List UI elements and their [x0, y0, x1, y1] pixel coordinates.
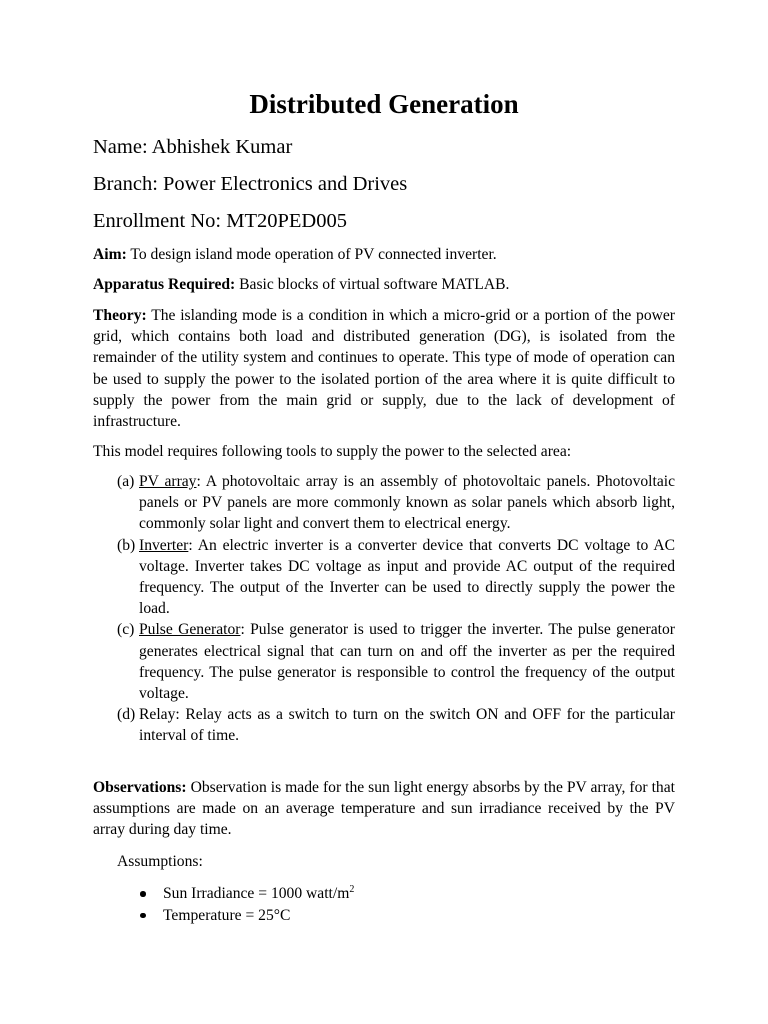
observations-text: Observation is made for the sun light energy absorbs by the PV array, for that assumptions are made on an average temperature and sun irradiance received by the PV array during day time.	[93, 779, 675, 839]
list-item	[117, 535, 675, 620]
tool-description: : An electric inverter is a converter device that converts DC voltage to AC voltage. Inverter takes DC voltage as input and provide AC output of the required frequency. The output of the Inverter can be used to directly supply the power the load.	[139, 536, 675, 618]
apparatus-text: Basic blocks of virtual software MATLAB.	[239, 276, 510, 293]
enrollment-line: Enrollment No: MT20PED005	[93, 210, 347, 232]
list-marker: (b)	[117, 536, 136, 554]
document-title: Distributed Generation	[249, 89, 519, 119]
name-line: Name: Abhishek Kumar	[93, 136, 293, 158]
assumption-text: Temperature = 25°C	[163, 906, 291, 924]
list-marker: (a)	[117, 473, 135, 490]
tool-term-inverter: Inverter	[139, 536, 189, 554]
bullet-icon	[140, 891, 146, 897]
apparatus-label: Apparatus Required:	[93, 276, 236, 293]
assumptions-list	[140, 883, 354, 926]
theory-label: Theory:	[93, 307, 147, 324]
list-item	[117, 471, 675, 535]
list-item	[117, 619, 675, 704]
observations-label: Observations:	[93, 779, 187, 796]
tool-term-pulse-generator: Pulse Generator	[139, 621, 241, 639]
list-marker: (c)	[117, 621, 135, 639]
bullet-icon	[140, 913, 146, 919]
theory-paragraph	[93, 305, 675, 432]
list-item	[140, 905, 354, 927]
assumptions-label: Assumptions:	[117, 853, 203, 870]
aim-label: Aim:	[93, 246, 127, 263]
aim-text: To design island mode operation of PV connected inverter.	[130, 246, 497, 263]
tool-description: Relay: Relay acts as a switch to turn on the switch ON and OFF for the particular interval of time.	[139, 706, 675, 745]
tool-term-pv-array: PV array	[139, 473, 197, 490]
tool-description: : Pulse generator is used to trigger the inverter. The pulse generator generates electrical signal that can turn on and off the inverter as per the required frequency. The pulse generator is responsible to control the frequency of the output voltage.	[139, 621, 675, 703]
list-marker: (d)	[117, 706, 136, 724]
aim-paragraph	[93, 244, 675, 265]
tools-intro: This model requires following tools to supply the power to the selected area:	[93, 443, 572, 460]
list-item	[117, 704, 675, 746]
list-item	[140, 883, 354, 905]
tools-list	[117, 471, 675, 747]
observations-paragraph	[93, 777, 675, 841]
assumption-text: Sun Irradiance = 1000 watt/m	[163, 885, 350, 902]
superscript: 2	[349, 884, 355, 895]
theory-text: The islanding mode is a condition in which a micro-grid or a portion of the power grid, which contains both load and distributed generation (DG), is isolated from the remainder of the utility system and continues to operate. This type of mode of operation can be used to supply the power to the isolated portion of the area where it is quite difficult to supply the power from the main grid or supply, due to the lack of development of infrastructure.	[93, 307, 675, 431]
branch-line: Branch: Power Electronics and Drives	[93, 173, 408, 195]
tool-description: : A photovoltaic array is an assembly of photovoltaic panels. Photovoltaic panels or PV panels are more commonly known as solar panels which absorb light, commonly solar light and convert them to electrical energy.	[139, 473, 676, 533]
apparatus-paragraph	[93, 274, 675, 295]
